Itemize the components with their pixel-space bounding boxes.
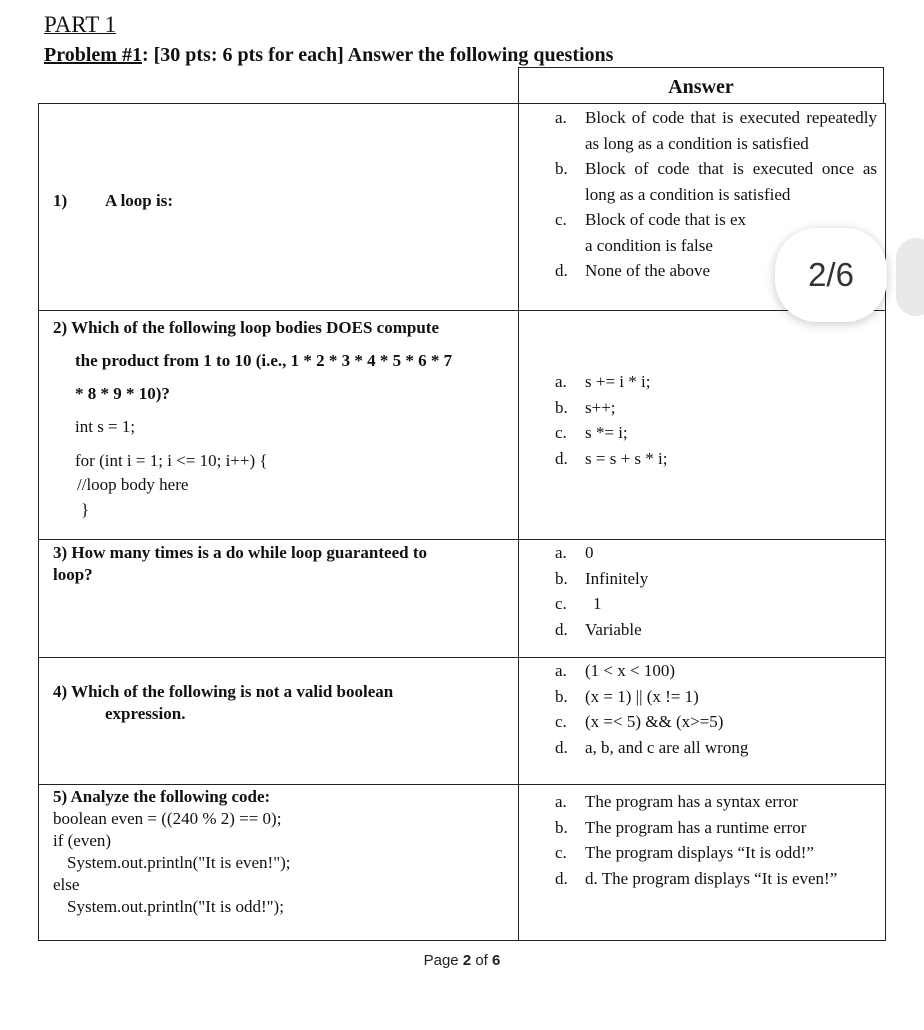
question-cell <box>39 785 519 941</box>
questions-table <box>38 103 886 941</box>
problem-label: Problem #1 <box>44 44 142 66</box>
question-text: 3) How many times is a do while loop guaranteed to <box>53 543 427 562</box>
option-item: b. Block of code that is executed once as long as a condition is satisfied <box>555 159 877 204</box>
code-line: boolean even = ((240 % 2) == 0); <box>53 809 282 828</box>
option-item: a. s += i * i; <box>555 372 651 391</box>
question-text: expression. <box>105 704 186 723</box>
cut-off-header-text <box>100 0 924 7</box>
option-list <box>519 658 885 760</box>
option-item: b. The program has a runtime error <box>555 817 807 837</box>
option-item: b. Infinitely <box>555 568 649 588</box>
option-item: c. Block of code that is ex <box>555 210 746 229</box>
code-line: } <box>81 500 90 519</box>
option-item: a. Block of code that is executed repeatedly as long as a condition is satisfied <box>555 108 877 153</box>
answer-column-header: Answer <box>518 67 884 103</box>
option-list <box>519 311 885 471</box>
question-text: 2) Which of the following loop bodies DOES compute <box>53 318 440 337</box>
option-item: c. (x =< 5) && (x>=5) <box>555 712 724 731</box>
code-line: System.out.println("It is odd!"); <box>67 897 284 916</box>
option-item: b. (x = 1) || (x != 1) <box>555 686 699 706</box>
option-item: d. d. The program displays “It is even!” <box>555 868 838 888</box>
option-item: a. The program has a syntax error <box>555 792 798 811</box>
option-item: a condition is false <box>585 235 713 255</box>
option-item: d. None of the above <box>555 261 711 280</box>
code-line: //loop body here <box>77 475 189 494</box>
part-title: PART 1 <box>44 12 117 37</box>
question-number: 1) <box>53 191 68 210</box>
question-text: 4) Which of the following is not a valid boolean <box>53 682 394 701</box>
code-line: int s = 1; <box>75 417 136 436</box>
question-text: A loop is: <box>105 191 174 210</box>
total-page-number: 6 <box>492 952 501 969</box>
code-line: if (even) <box>53 831 112 850</box>
option-item: c. s *= i; <box>555 423 628 442</box>
question-row-4 <box>39 658 886 785</box>
question-text: 5) Analyze the following code: <box>53 787 271 806</box>
answer-cell <box>519 785 886 941</box>
question-text: the product from 1 to 10 (i.e., 1 * 2 * 3 * 4 * 5 * 6 * 7 <box>75 351 453 370</box>
option-item: c. The program displays “It is odd!” <box>555 843 814 862</box>
option-item: b. s++; <box>555 397 616 417</box>
code-line: for (int i = 1; i <= 10; i++) { <box>75 451 268 470</box>
question-text: loop? <box>53 565 93 584</box>
code-line: System.out.println("It is even!"); <box>67 853 291 872</box>
question-cell <box>39 658 519 785</box>
option-item: d. Variable <box>555 619 642 639</box>
option-item: c. 1 <box>555 594 602 613</box>
option-item: a. (1 < x < 100) <box>555 661 675 680</box>
option-item: a. 0 <box>555 543 594 562</box>
page-of-label: of <box>475 952 488 969</box>
answer-cell <box>519 540 886 658</box>
edge-scroll-handle <box>896 238 924 316</box>
question-row-1 <box>39 104 886 311</box>
option-item: d. s = s + s * i; <box>555 448 668 468</box>
page-footer <box>0 952 924 969</box>
page-indicator-badge[interactable]: 2/6 <box>775 228 887 322</box>
question-row-5 <box>39 785 886 941</box>
question-row-3 <box>39 540 886 658</box>
option-item: d. a, b, and c are all wrong <box>555 737 749 757</box>
answer-cell <box>519 658 886 785</box>
question-text: * 8 * 9 * 10)? <box>75 384 170 403</box>
question-cell <box>39 104 519 311</box>
page-label: Page <box>423 952 459 969</box>
problem-description: : [30 pts: 6 pts for each] Answer the following questions <box>141 44 614 66</box>
code-line: else <box>53 875 80 894</box>
problem-heading <box>44 43 613 67</box>
question-row-2 <box>39 311 886 540</box>
option-list <box>519 785 885 891</box>
question-cell <box>39 311 519 540</box>
current-page-number: 2 <box>462 952 472 969</box>
option-list <box>519 540 885 642</box>
answer-cell <box>519 311 886 540</box>
question-cell <box>39 540 519 658</box>
